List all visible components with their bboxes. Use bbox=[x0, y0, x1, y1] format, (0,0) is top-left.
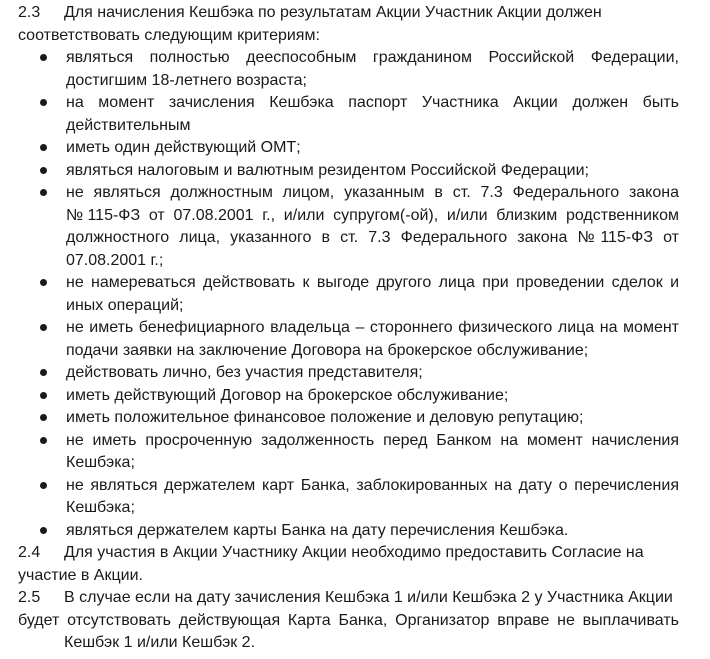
clause-first-line: В случае если на дату зачисления Кешбэка 1 и/или Кешбэка 2 у Участника Акции bbox=[64, 589, 673, 606]
clause-continuation: будет отсутствовать действующая Карта Банка, Организатор вправе не выплачивать Кешбэк 1 и/или Кешбэк 2. bbox=[18, 611, 679, 651]
bullet-icon bbox=[40, 527, 47, 534]
bullet-icon bbox=[40, 437, 47, 444]
bullet-icon bbox=[40, 144, 47, 151]
bullet-icon bbox=[40, 279, 47, 286]
bullet-icon bbox=[40, 54, 47, 61]
list-item: являться держателем карты Банка на дату перечисления Кешбэка. bbox=[66, 520, 679, 543]
bullet-icon bbox=[40, 392, 47, 399]
list-item: иметь положительное финансовое положение и деловую репутацию; bbox=[66, 407, 679, 430]
clause-2-5 bbox=[18, 587, 679, 655]
criteria-list bbox=[18, 47, 679, 542]
bullet-icon bbox=[40, 324, 47, 331]
list-item: не иметь бенефициарного владельца – стороннего физического лица на момент подачи заявки на заключение Договора на брокерское обслуживание; bbox=[66, 317, 679, 362]
bullet-icon bbox=[40, 189, 47, 196]
list-item: на момент зачисления Кешбэка паспорт Участника Акции должен быть действительным bbox=[66, 92, 679, 137]
list-item: являться налоговым и валютным резидентом Российской Федерации; bbox=[66, 160, 679, 183]
clause-number: 2.3 bbox=[18, 4, 41, 21]
list-item: не намереваться действовать к выгоде другого лица при проведении сделок и иных операций; bbox=[66, 272, 679, 317]
bullet-icon bbox=[40, 482, 47, 489]
clause-number: 2.5 bbox=[18, 589, 41, 606]
list-item: не иметь просроченную задолженность перед Банком на момент начисления Кешбэка; bbox=[66, 430, 679, 475]
list-item: являться полностью дееспособным гражданином Российской Федерации, достигшим 18-летнего возраста; bbox=[66, 47, 679, 92]
clause-2-3 bbox=[18, 2, 679, 47]
list-item: не являться держателем карт Банка, заблокированных на дату о перечисления Кешбэка; bbox=[66, 475, 679, 520]
list-item: действовать лично, без участия представителя; bbox=[66, 362, 679, 385]
list-item: иметь один действующий ОМТ; bbox=[66, 137, 679, 160]
bullet-icon bbox=[40, 167, 47, 174]
list-item: не являться должностным лицом, указанным в ст. 7.3 Федерального закона №115-ФЗ от 07.08.2001 г., и/или супругом(-ой), и/или близким родственником должностного лица, указанного в ст. 7.3 Федерального закона №115-ФЗ от 07.08.2001 г.; bbox=[66, 182, 679, 272]
bullet-icon bbox=[40, 369, 47, 376]
clause-continuation: участие в Акции. bbox=[18, 566, 143, 584]
clause-intro-first-line: Для начисления Кешбэка по результатам Акции Участник Акции должен bbox=[64, 4, 602, 21]
bullet-icon bbox=[40, 414, 47, 421]
clause-2-4 bbox=[18, 542, 679, 587]
clause-intro-continuation: соответствовать следующим критериям: bbox=[18, 26, 320, 44]
list-item: иметь действующий Договор на брокерское обслуживание; bbox=[66, 385, 679, 408]
clause-first-line: Для участия в Акции Участнику Акции необходимо предоставить Согласие на bbox=[64, 544, 644, 561]
bullet-icon bbox=[40, 99, 47, 106]
clause-number: 2.4 bbox=[18, 544, 41, 561]
